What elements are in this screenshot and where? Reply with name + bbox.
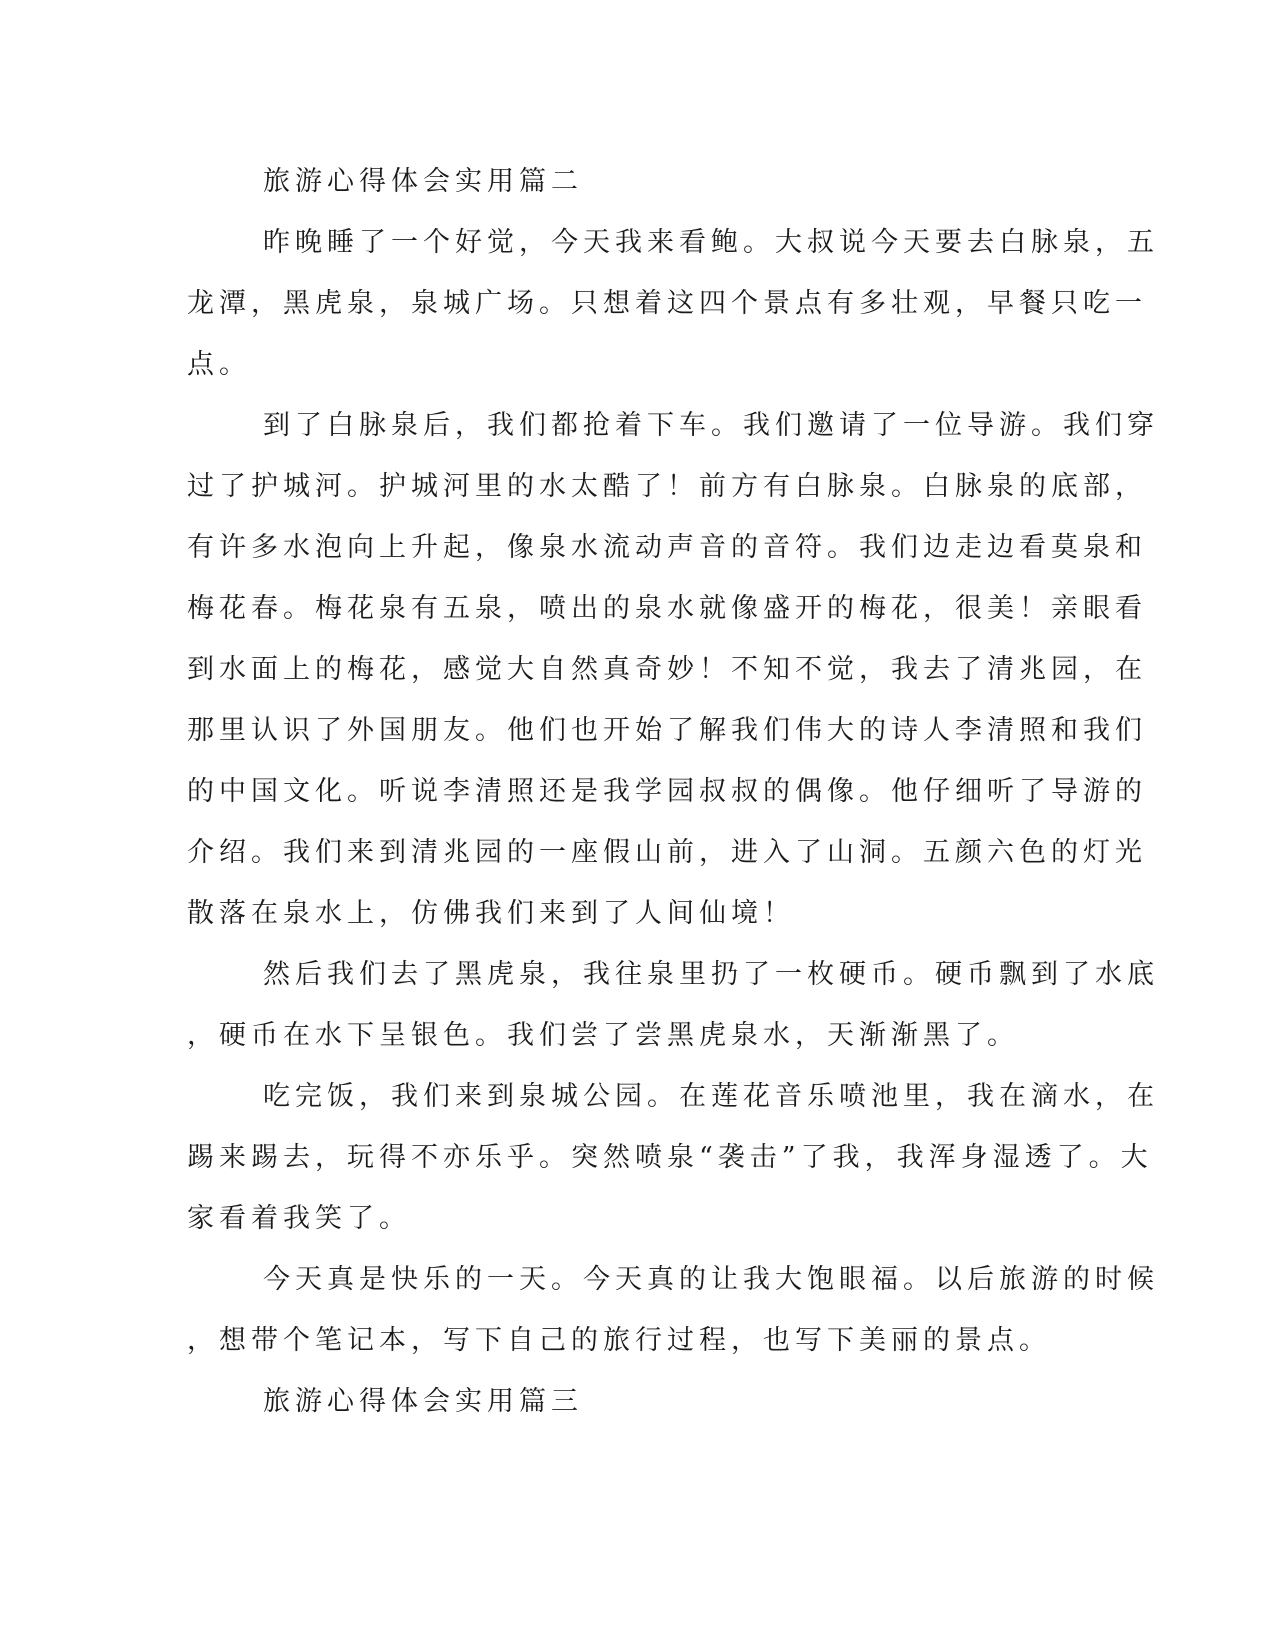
paragraph-line: 到水面上的梅花，感觉大自然真奇妙！不知不觉，我去了清兆园，在 — [187, 654, 1147, 685]
paragraph-line: 家看着我笑了。 — [187, 1203, 411, 1234]
document-body — [187, 151, 1159, 1432]
paragraph-2 — [187, 395, 1159, 944]
paragraph-1 — [187, 212, 1159, 395]
paragraph-line: 有许多水泡向上升起，像泉水流动声音的音符。我们边走边看莫泉和 — [187, 532, 1147, 563]
paragraph-5 — [187, 1249, 1159, 1371]
paragraph-line: 的中国文化。听说李清照还是我学园叔叔的偶像。他仔细听了导游的 — [187, 776, 1147, 807]
paragraph-line: 点。 — [187, 349, 251, 380]
paragraph-line: 今天真是快乐的一天。今天真的让我大饱眼福。以后旅游的时候 — [263, 1264, 1159, 1295]
paragraph-line: 散落在泉水上，仿佛我们来到了人间仙境！ — [187, 898, 795, 929]
paragraph-line: ，想带个笔记本，写下自己的旅行过程，也写下美丽的景点。 — [187, 1325, 1051, 1356]
paragraph-line: 过了护城河。护城河里的水太酷了！前方有白脉泉。白脉泉的底部， — [187, 471, 1147, 502]
paragraph-line: ，硬币在水下呈银色。我们尝了尝黑虎泉水，天渐渐黑了。 — [187, 1020, 1019, 1051]
paragraph-line: 梅花春。梅花泉有五泉，喷出的泉水就像盛开的梅花，很美！亲眼看 — [187, 593, 1147, 624]
paragraph-line: 昨晚睡了一个好觉，今天我来看鲍。大叔说今天要去白脉泉，五 — [263, 227, 1159, 258]
paragraph-line: 介绍。我们来到清兆园的一座假山前，进入了山洞。五颜六色的灯光 — [187, 837, 1147, 868]
paragraph-4 — [187, 1066, 1159, 1249]
paragraph-line: 那里认识了外国朋友。他们也开始了解我们伟大的诗人李清照和我们 — [187, 715, 1147, 746]
section-heading-three: 旅游心得体会实用篇三 — [263, 1386, 583, 1417]
paragraph-line: 到了白脉泉后，我们都抢着下车。我们邀请了一位导游。我们穿 — [263, 410, 1159, 441]
paragraph-line: 吃完饭，我们来到泉城公园。在莲花音乐喷池里，我在滴水，在 — [263, 1081, 1159, 1112]
paragraph-line: 龙潭，黑虎泉，泉城广场。只想着这四个景点有多壮观，早餐只吃一 — [187, 288, 1147, 319]
paragraph-line: 然后我们去了黑虎泉，我往泉里扔了一枚硬币。硬币飘到了水底 — [263, 959, 1159, 990]
section-heading-two: 旅游心得体会实用篇二 — [263, 166, 583, 197]
paragraph-3 — [187, 944, 1159, 1066]
paragraph-line: 踢来踢去，玩得不亦乐乎。突然喷泉“袭击”了我，我浑身湿透了。大 — [187, 1142, 1153, 1173]
